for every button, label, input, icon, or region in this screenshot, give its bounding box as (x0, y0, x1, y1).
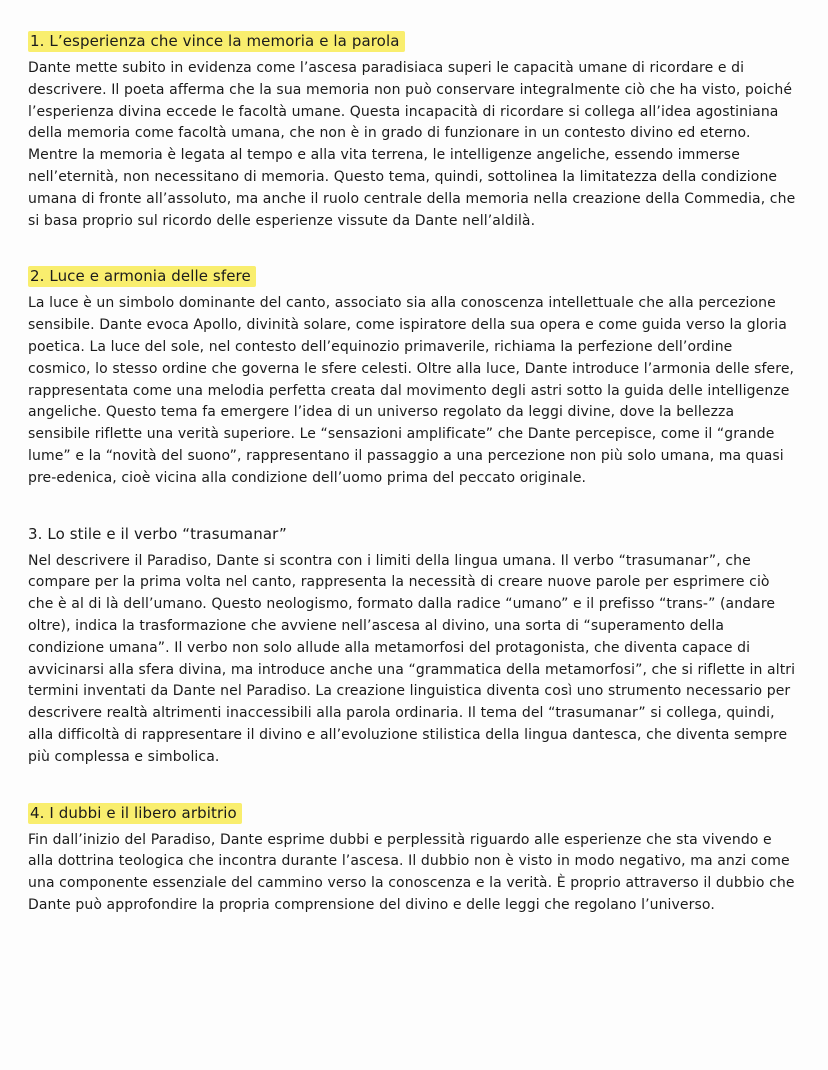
section-body: La luce è un simbolo dominante del canto, associato sia alla conoscenza intellettuale che alla percezione sensibile. Dante evoca Apollo, divinità solare, come ispiratore della sua opera e come guida verso la gloria poetica. La luce del sole, nel contesto dell’equinozio primaverile, richiama la perfezione dell’ordine cosmico, lo stesso ordine che governa le sfere celesti. Oltre alla luce, Dante introduce l’armonia delle sfere, rappresentata come una melodia perfetta creata dal movimento degli astri sotto la guida delle intelligenze angeliche. Questo tema fa emergere l’idea di un universo regolato da leggi divine, dove la bellezza sensibile riflette una verità superiore. Le “sensazioni amplificate” che Dante percepisce, come il “grande lume” e la “novità del suono”, rappresentano il passaggio a una percezione non più solo umana, ma quasi pre-edenica, cioè vicina alla condizione dell’uomo prima del peccato originale. (28, 295, 795, 486)
section-heading-text: 4. I dubbi e il libero arbitrio (28, 803, 242, 824)
section-heading-text: 2. Luce e armonia delle sfere (28, 266, 256, 287)
section-body: Dante mette subito in evidenza come l’ascesa paradisiaca superi le capacità umane di ricordare e di descrivere. Il poeta afferma che la sua memoria non può conservare integralmente ciò che ha visto, poiché l’esperienza divina eccede le facoltà umane. Questa incapacità di ricordare si collega all’idea agostiniana della memoria come facoltà umana, che non è in grado di funzionare in un contesto divino ed eterno. Mentre la memoria è legata al tempo e alla vita terrena, le intelligenze angeliche, essendo immerse nell’eternità, non necessitano di memoria. Questo tema, quindi, sottolinea la limitatezza della condizione umana di fronte all’assoluto, ma anche il ruolo centrale della memoria nella creazione della Commedia, che si basa proprio sul ricordo delle esperienze vissute da Dante nell’aldilà. (28, 60, 796, 229)
section-heading (28, 802, 798, 824)
section-body: Nel descrivere il Paradiso, Dante si scontra con i limiti della lingua umana. Il verbo “trasumanar”, che compare per la prima volta nel canto, rappresenta la necessità di creare nuove parole per esprimere ciò che è al di là dell’umano. Questo neologismo, formato dalla radice “umano” e il prefisso “trans-” (andare oltre), indica la trasformazione che avviene nell’ascesa al divino, una sorta di “superamento della condizione umana”. Il verbo non solo allude alla metamorfosi del protagonista, che diventa capace di avvicinarsi alla sfera divina, ma introduce anche una “grammatica della metamorfosi”, che si riflette in altri termini inventati da Dante nel Paradiso. La creazione linguistica diventa così uno strumento necessario per descrivere realtà altrimenti inaccessibili alla parola ordinaria. Il tema del “trasumanar” si collega, quindi, alla difficoltà di rappresentare il divino e all’evoluzione stilistica della lingua dantesca, che diventa sempre più complessa e simbolica. (28, 552, 796, 765)
section-heading (28, 265, 798, 287)
section-heading-text: 3. Lo stile e il verbo “trasumanar” (28, 524, 287, 543)
section-luce-armonia (28, 265, 798, 489)
section-body: Fin dall’inizio del Paradiso, Dante esprime dubbi e perplessità riguardo alle esperienze che sta vivendo e alla dottrina teologica che incontra durante l’ascesa. Il dubbio non è visto in modo negativo, ma anzi come una componente essenziale del cammino verso la conoscenza e la verità. È proprio attraverso il dubbio che Dante può approfondire la propria comprensione del divino e delle leggi che regolano l’universo. (28, 831, 795, 913)
section-dubbi-arbitrio (28, 802, 798, 917)
section-heading (28, 30, 798, 52)
section-memoria-parola (28, 30, 798, 232)
section-stile-trasumanar (28, 523, 798, 769)
section-heading-text: 1. L’esperienza che vince la memoria e la parola (28, 31, 405, 52)
section-heading (28, 523, 798, 545)
